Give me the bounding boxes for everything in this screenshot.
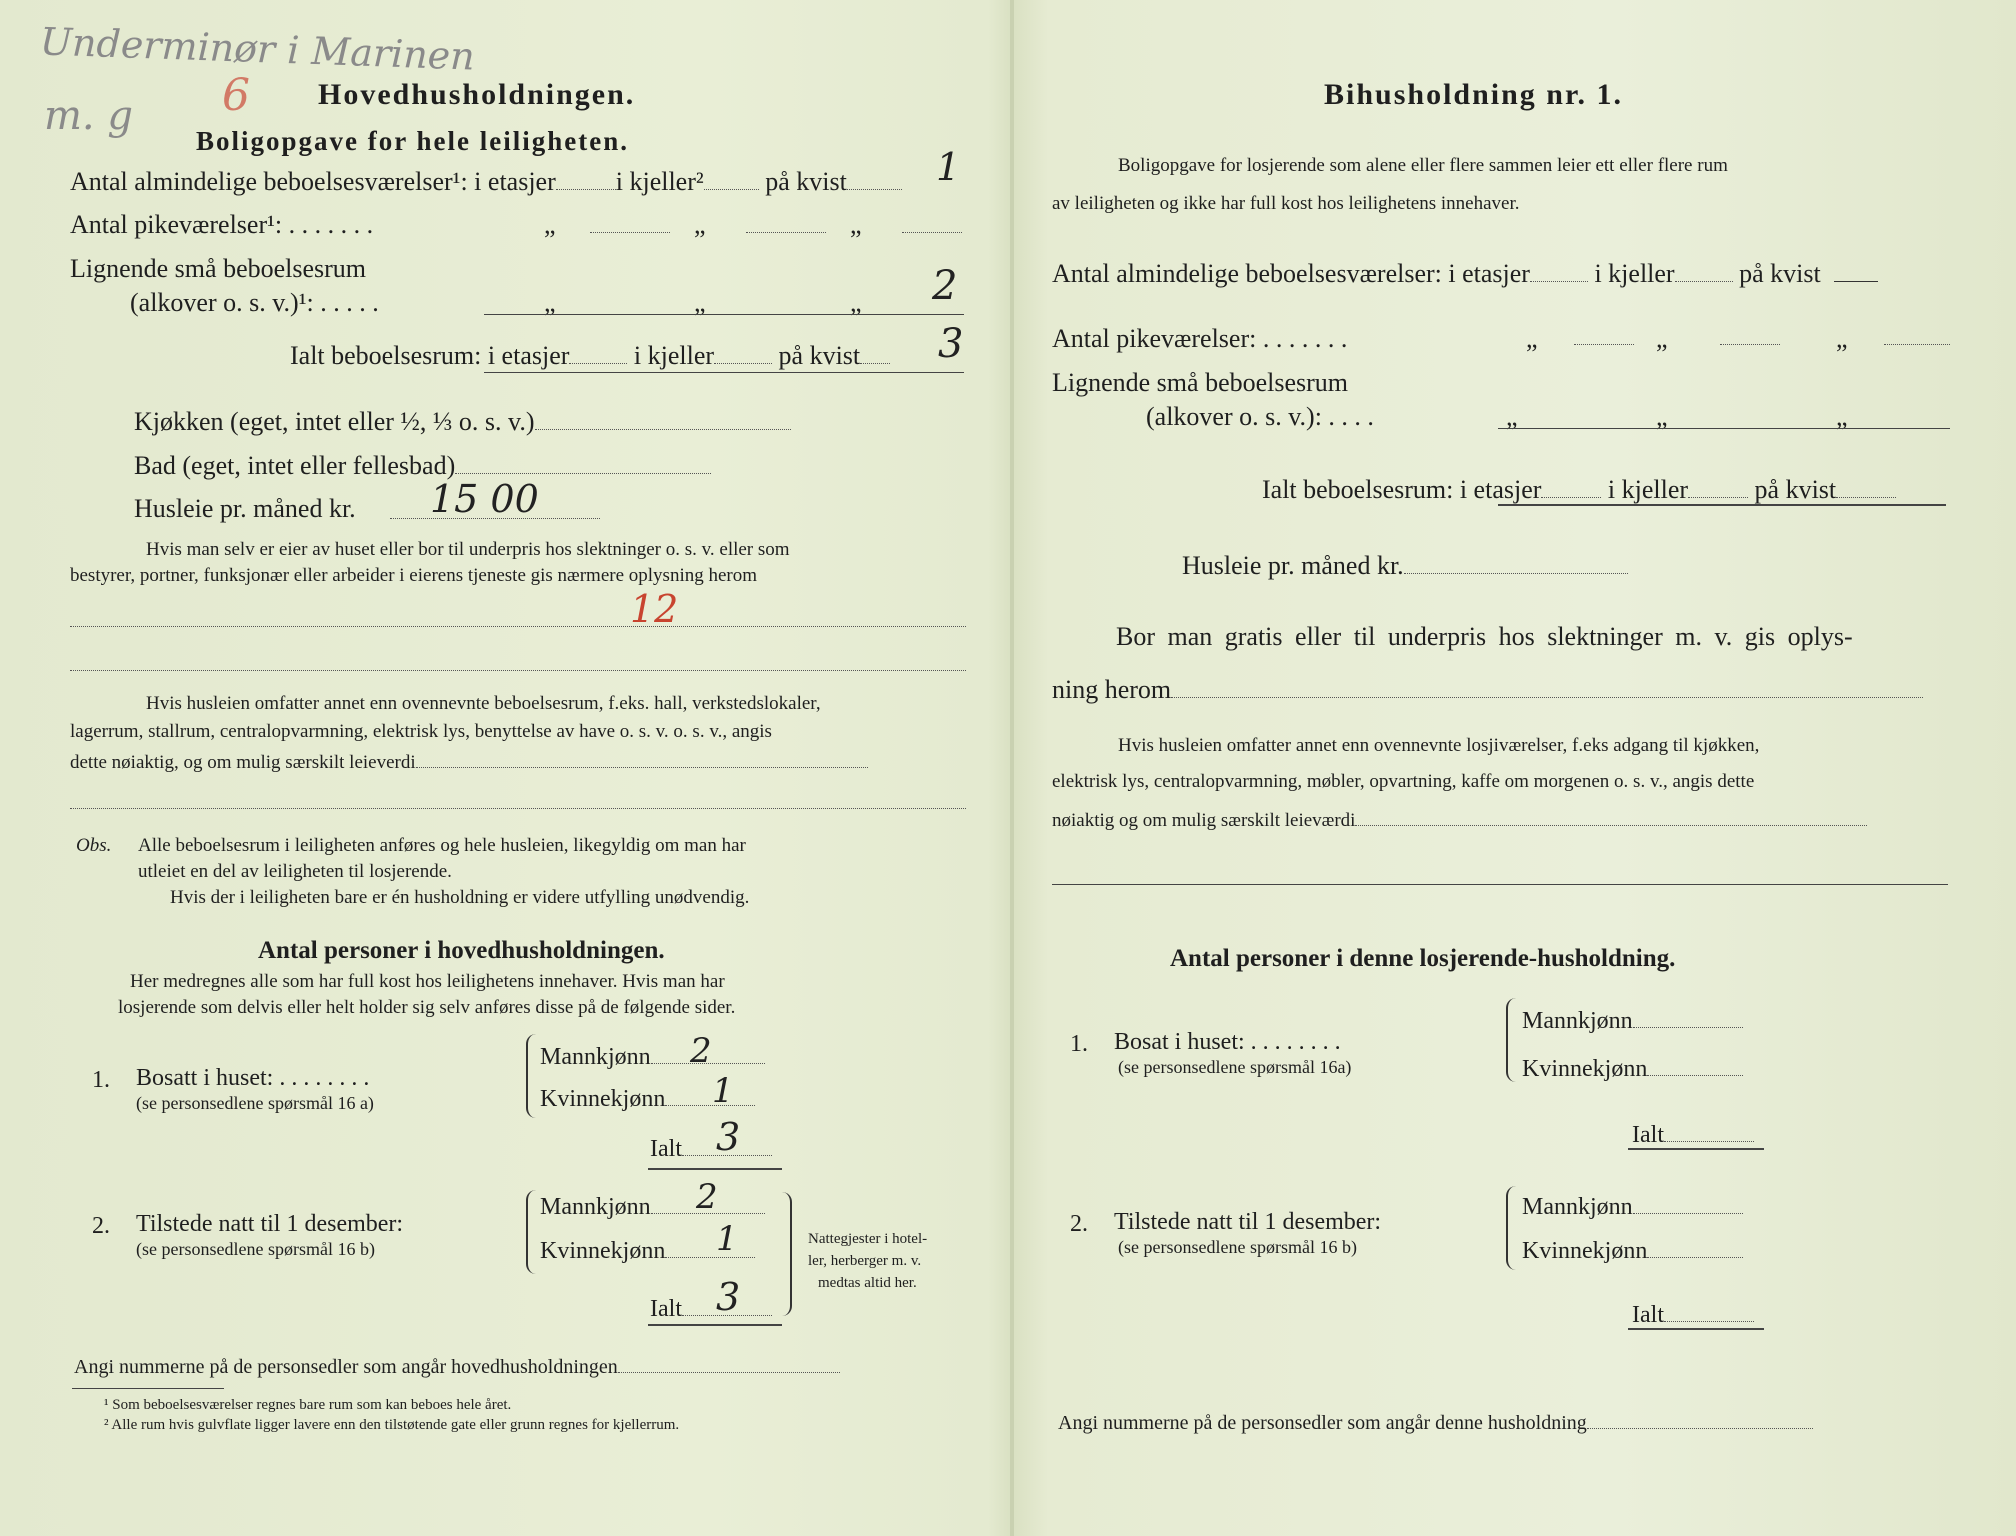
right-q1-kvinne bbox=[1522, 1056, 1743, 1081]
right-row2-ditto-1: „ bbox=[1526, 324, 1538, 353]
right-omfatter-2: elektrisk lys, centralopvarmning, møbler, opvartning, kaffe om morgenen o. s. v., angis dette bbox=[1052, 771, 1755, 792]
left-title: Hovedhusholdningen. bbox=[318, 78, 636, 111]
left-row1-kvist-label: på kvist bbox=[765, 166, 847, 196]
right-q1-mann-label: Mannkjønn bbox=[1522, 1008, 1633, 1035]
right-ialt-label: Ialt beboelsesrum: i etasjer bbox=[1262, 474, 1542, 504]
left-angi-text: Angi nummerne på de personsedler som angår hovedhusholdningen bbox=[74, 1356, 618, 1378]
left-husleie-value: 15 00 bbox=[430, 477, 539, 521]
left-husleie bbox=[134, 496, 356, 522]
right-row1-label: Antal almindelige beboelsesværelser: i etasjer bbox=[1052, 258, 1530, 288]
left-natt-note-3: medtas altid her. bbox=[818, 1275, 917, 1291]
left-row2-ditto-2: „ bbox=[694, 210, 706, 239]
right-q2-label: Tilstede natt til 1 desember: bbox=[1114, 1209, 1382, 1235]
right-ialt-kvist: på kvist bbox=[1754, 474, 1837, 504]
right-row3-ditto-2: „ bbox=[1656, 402, 1668, 431]
right-q2-mann bbox=[1522, 1194, 1743, 1219]
right-row3-label-a: Lignende små beboelsesrum bbox=[1052, 368, 1349, 397]
right-row1-kjeller-label: i kjeller bbox=[1594, 258, 1675, 288]
left-row1 bbox=[70, 168, 902, 195]
pencil-note-number: 6 bbox=[222, 70, 250, 121]
left-ialt-row bbox=[290, 342, 890, 369]
left-obs-label: Obs. bbox=[76, 835, 112, 856]
right-q2-num: 2. bbox=[1070, 1211, 1088, 1237]
left-q2-right-brace bbox=[780, 1192, 792, 1316]
right-row3-label-b: (alkover o. s. v.): . . . . bbox=[1146, 402, 1374, 431]
pencil-note-occupation: Underminør i Marinen bbox=[39, 19, 476, 79]
right-row3-ditto-3: „ bbox=[1836, 402, 1848, 431]
right-q1-kvinne-label: Kvinnekjønn bbox=[1522, 1056, 1648, 1083]
left-q1-mann-value: 2 bbox=[690, 1031, 712, 1071]
right-row2-ditto-3: „ bbox=[1836, 324, 1848, 353]
left-row3-kvist-value: 2 bbox=[932, 263, 958, 309]
right-row2-ditto-2: „ bbox=[1656, 324, 1668, 353]
right-omfatter-3 bbox=[1052, 810, 1867, 830]
left-q1-ialt bbox=[650, 1136, 772, 1161]
right-q2-ialt bbox=[1632, 1302, 1754, 1327]
left-red-note: 12 bbox=[630, 587, 679, 631]
page-fold bbox=[1010, 0, 1014, 1536]
right-omfatter-3-text: nøiaktig og om mulig særskilt leieværdi bbox=[1052, 810, 1356, 832]
right-q1-ialt-label: Ialt bbox=[1632, 1122, 1664, 1149]
left-omfatter-3-text: dette nøiaktig, og om mulig særskilt leieverdi bbox=[70, 752, 416, 774]
right-q2-mann-label: Mannkjønn bbox=[1522, 1194, 1633, 1221]
right-gratis-2-text: ning herom bbox=[1052, 674, 1172, 704]
right-q1-label: Bosat i huset: . . . . . . . . bbox=[1114, 1029, 1341, 1055]
right-intro-2: av leiligheten og ikke har full kost hos leilighetens innehaver. bbox=[1052, 193, 1520, 214]
left-q2-sub: (se personsedlene spørsmål 16 b) bbox=[136, 1239, 375, 1259]
left-q1-label: Bosatt i huset: . . . . . . . . bbox=[136, 1065, 370, 1091]
left-row1-kjeller-label: i kjeller² bbox=[615, 166, 704, 196]
left-q2-mann bbox=[540, 1194, 765, 1219]
left-q1-kvinne-label: Kvinnekjønn bbox=[540, 1086, 666, 1113]
left-obs-1: Alle beboelsesrum i leiligheten anføres og hele husleien, likegyldig om man har bbox=[138, 835, 746, 856]
left-q1-num: 1. bbox=[92, 1067, 110, 1093]
left-persons-text-2: losjerende som delvis eller helt holder sig selv anføres disse på de følgende sider. bbox=[118, 997, 736, 1018]
left-omfatter-2: lagerrum, stallrum, centralopvarmning, elektrisk lys, benyttelse av have o. s. v. o. s. v., angis bbox=[70, 721, 772, 742]
right-q1-ialt bbox=[1632, 1122, 1754, 1147]
left-ialt-kvist: på kvist bbox=[778, 340, 861, 370]
right-q1-mann bbox=[1522, 1008, 1743, 1033]
left-q1-sub: (se personsedlene spørsmål 16 a) bbox=[136, 1093, 374, 1113]
left-q2-mann-label: Mannkjønn bbox=[540, 1194, 651, 1221]
right-ialt-kjeller: i kjeller bbox=[1607, 474, 1689, 504]
right-row1-kvist-label: på kvist bbox=[1739, 258, 1821, 288]
left-row3-label-b: (alkover o. s. v.)¹: . . . . . bbox=[130, 288, 379, 317]
left-row1-label: Antal almindelige beboelsesværelser¹: i etasjer bbox=[70, 166, 556, 196]
left-row3-ditto-2: „ bbox=[694, 288, 706, 317]
left-bad bbox=[134, 452, 711, 479]
right-q2-brace bbox=[1506, 1186, 1518, 1270]
right-ialt-row bbox=[1262, 476, 1896, 503]
left-row2 bbox=[70, 212, 373, 238]
left-eier-text-2: bestyrer, portner, funksjonær eller arbeider i eierens tjeneste gis nærmere oplysning herom bbox=[70, 565, 758, 586]
right-q2-ialt-label: Ialt bbox=[1632, 1302, 1664, 1329]
left-husleie-label: Husleie pr. måned kr. bbox=[134, 494, 356, 523]
left-row2-label: Antal pikeværelser¹: . . . . . . . bbox=[70, 210, 374, 239]
pencil-note-abbrev: m. g bbox=[44, 93, 133, 139]
right-row3-ditto-1: „ bbox=[1506, 402, 1518, 431]
right-husleie-label: Husleie pr. måned kr. bbox=[1182, 550, 1404, 580]
right-title: Bihusholdning nr. 1. bbox=[1324, 78, 1624, 111]
right-row1 bbox=[1052, 260, 1878, 287]
left-persons-text-1: Her medregnes alle som har full kost hos leilighetens innehaver. Hvis man har bbox=[130, 971, 725, 992]
right-q1-brace bbox=[1506, 998, 1518, 1082]
left-bad-label: Bad (eget, intet eller fellesbad) bbox=[134, 450, 456, 480]
right-q2-kvinne bbox=[1522, 1238, 1743, 1263]
left-obs-3: Hvis der i leiligheten bare er én husholdning er videre utfylling unødvendig. bbox=[170, 887, 750, 908]
left-ialt-kvist-value: 3 bbox=[938, 321, 964, 367]
left-subtitle: Boligopgave for hele leiligheten. bbox=[196, 126, 629, 156]
left-row1-kvist-value: 1 bbox=[936, 145, 961, 189]
left-footnote-1: ¹ Som beboelsesværelser regnes bare rum som kan beboes hele året. bbox=[104, 1397, 512, 1413]
left-q2-kvinne-label: Kvinnekjønn bbox=[540, 1238, 666, 1265]
right-angi bbox=[1058, 1412, 1813, 1433]
left-angi bbox=[74, 1356, 840, 1377]
left-q2-num: 2. bbox=[92, 1213, 110, 1239]
right-gratis-1: Bor man gratis eller til underpris hos slektninger m. v. gis oplys- bbox=[1116, 622, 1853, 651]
left-q1-ialt-value: 3 bbox=[716, 1115, 741, 1159]
left-obs-2: utleiet en del av leiligheten til losjerende. bbox=[138, 861, 452, 882]
left-omfatter-1: Hvis husleien omfatter annet enn ovennevnte beboelsesrum, f.eks. hall, verkstedslokaler, bbox=[146, 693, 821, 714]
right-persons-title: Antal personer i denne losjerende-husholdning. bbox=[1170, 945, 1676, 972]
left-ialt-label: Ialt beboelsesrum: i etasjer bbox=[290, 340, 570, 370]
right-omfatter-1: Hvis husleien omfatter annet enn ovennevnte losjiværelser, f.eks adgang til kjøkken, bbox=[1118, 735, 1760, 756]
left-natt-note-2: ler, herberger m. v. bbox=[808, 1253, 922, 1269]
left-kjokken bbox=[134, 408, 791, 435]
right-q1-sub: (se personsedlene spørsmål 16a) bbox=[1118, 1057, 1352, 1077]
left-q2-ialt-value: 3 bbox=[716, 1275, 741, 1319]
right-gratis-2 bbox=[1052, 676, 1923, 703]
left-q1-kvinne-value: 1 bbox=[712, 1071, 734, 1111]
right-intro-1: Boligopgave for losjerende som alene eller flere sammen leier ett eller flere rum bbox=[1118, 155, 1728, 176]
left-natt-note-1: Nattegjester i hotel- bbox=[808, 1231, 928, 1247]
left-row2-ditto-3: „ bbox=[850, 210, 862, 239]
left-q2-brace bbox=[526, 1190, 538, 1274]
left-q2-label: Tilstede natt til 1 desember: bbox=[136, 1211, 404, 1237]
right-row2-label: Antal pikeværelser: . . . . . . . bbox=[1052, 324, 1348, 353]
left-persons-title: Antal personer i hovedhusholdningen. bbox=[258, 937, 665, 964]
left-eier-text-1: Hvis man selv er eier av huset eller bor til underpris hos slektninger o. s. v. eller som bbox=[146, 539, 790, 560]
left-q2-mann-value: 2 bbox=[696, 1177, 718, 1217]
left-q1-brace bbox=[526, 1034, 538, 1118]
left-row3-ditto-3: „ bbox=[850, 288, 862, 317]
left-q2-kvinne-value: 1 bbox=[716, 1219, 738, 1259]
left-ialt-kjeller: i kjeller bbox=[633, 340, 715, 370]
right-q2-sub: (se personsedlene spørsmål 16 b) bbox=[1118, 1237, 1357, 1257]
left-row2-ditto-1: „ bbox=[544, 210, 556, 239]
left-row3-label-a: Lignende små beboelsesrum bbox=[70, 254, 367, 283]
left-q1-mann bbox=[540, 1044, 765, 1069]
left-row3-ditto-1: „ bbox=[544, 288, 556, 317]
left-omfatter-3 bbox=[70, 752, 868, 772]
right-q2-kvinne-label: Kvinnekjønn bbox=[1522, 1238, 1648, 1265]
right-q1-num: 1. bbox=[1070, 1031, 1088, 1057]
left-q2-ialt bbox=[650, 1296, 772, 1321]
right-angi-text: Angi nummerne på de personsedler som angår denne husholdning bbox=[1058, 1412, 1587, 1434]
left-q1-mann-label: Mannkjønn bbox=[540, 1044, 651, 1071]
left-footnote-2: ² Alle rum hvis gulvflate ligger lavere enn den tilstøtende gate eller grunn regnes for kjellerrum. bbox=[104, 1417, 680, 1433]
left-kjokken-label: Kjøkken (eget, intet eller ½, ⅓ o. s. v.) bbox=[134, 406, 535, 436]
right-husleie bbox=[1182, 552, 1628, 579]
left-q1-ialt-label: Ialt bbox=[650, 1136, 682, 1163]
left-q2-ialt-label: Ialt bbox=[650, 1296, 682, 1323]
